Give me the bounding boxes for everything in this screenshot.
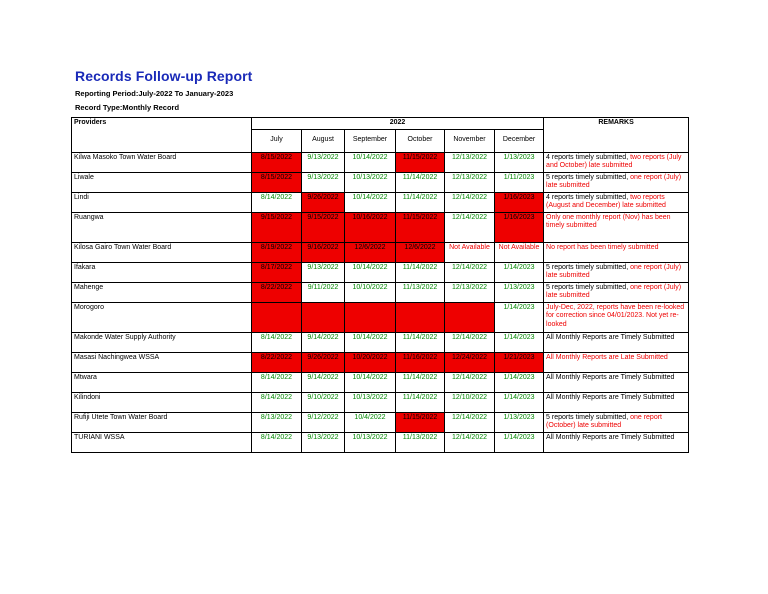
submission-date-cell: 8/17/2022 (252, 262, 302, 282)
remark-cell (544, 192, 689, 212)
submission-date-cell: 11/14/2022 (396, 192, 445, 212)
remark-cell (544, 352, 689, 372)
submission-date-cell: 10/4/2022 (345, 412, 396, 432)
submission-date-cell: 9/15/2022 (302, 212, 345, 242)
provider-name: Morogoro (72, 302, 252, 332)
submission-date-cell: 12/14/2022 (445, 372, 495, 392)
submission-date-cell: 11/16/2022 (396, 352, 445, 372)
submission-date-cell: 1/14/2023 (495, 302, 544, 332)
submission-date-cell: 9/15/2022 (252, 212, 302, 242)
submission-date-cell: 12/10/2022 (445, 392, 495, 412)
submission-date-cell: 12/14/2022 (445, 332, 495, 352)
provider-name: Ifakara (72, 262, 252, 282)
remark-text: 5 reports timely submitted, (546, 283, 631, 291)
year-header: 2022 (252, 118, 544, 130)
provider-name: Mahenge (72, 282, 252, 302)
remark-cell (544, 432, 689, 452)
submission-date-cell: 9/14/2022 (302, 332, 345, 352)
submission-date-cell: Not Available (495, 242, 544, 262)
provider-name: Lindi (72, 192, 252, 212)
table-row (72, 302, 689, 332)
month-header-july: July (252, 129, 302, 152)
remark-cell (544, 262, 689, 282)
remark-text: 4 reports timely submitted, (546, 153, 631, 161)
provider-name: TURIANI WSSA (72, 432, 252, 452)
providers-header: Providers (72, 118, 252, 153)
submission-date-cell: 8/15/2022 (252, 152, 302, 172)
table-row (72, 282, 689, 302)
month-header-december: December (495, 129, 544, 152)
submission-date-cell: 12/14/2022 (445, 212, 495, 242)
remark-cell (544, 372, 689, 392)
provider-name: Liwale (72, 172, 252, 192)
submission-date-cell: 1/21/2023 (495, 352, 544, 372)
submission-date-cell: 10/10/2022 (345, 282, 396, 302)
remark-cell (544, 412, 689, 432)
month-header-october: October (396, 129, 445, 152)
submission-date-cell: 11/14/2022 (396, 372, 445, 392)
submission-date-cell: 8/14/2022 (252, 432, 302, 452)
submission-date-cell: 1/16/2023 (495, 192, 544, 212)
table-row (72, 432, 689, 452)
submission-date-cell: Not Available (445, 242, 495, 262)
submission-date-cell (396, 302, 445, 332)
remark-text: All Monthly Reports are Timely Submitted (546, 393, 675, 401)
submission-date-cell: 10/14/2022 (345, 152, 396, 172)
remark-cell (544, 392, 689, 412)
submission-date-cell: 1/13/2023 (495, 282, 544, 302)
submission-date-cell: 8/14/2022 (252, 332, 302, 352)
submission-date-cell: 8/22/2022 (252, 352, 302, 372)
table-row (72, 192, 689, 212)
table-row (72, 262, 689, 282)
submission-date-cell: 9/14/2022 (302, 372, 345, 392)
records-table (71, 117, 689, 453)
table-row (72, 352, 689, 372)
remark-late-text: two reports (July and October) late submitted (546, 153, 682, 169)
submission-date-cell: 9/10/2022 (302, 392, 345, 412)
submission-date-cell: 12/14/2022 (445, 262, 495, 282)
remark-cell (544, 302, 689, 332)
submission-date-cell: 1/14/2023 (495, 262, 544, 282)
submission-date-cell (345, 302, 396, 332)
submission-date-cell: 9/13/2022 (302, 152, 345, 172)
submission-date-cell: 1/14/2023 (495, 372, 544, 392)
submission-date-cell (302, 302, 345, 332)
provider-name: Kilindoni (72, 392, 252, 412)
record-type: Record Type:Monthly Record (75, 103, 180, 112)
remark-cell (544, 172, 689, 192)
month-header-august: August (302, 129, 345, 152)
submission-date-cell: 11/14/2022 (396, 262, 445, 282)
remark-cell (544, 152, 689, 172)
remark-cell (544, 282, 689, 302)
submission-date-cell: 8/22/2022 (252, 282, 302, 302)
submission-date-cell: 1/13/2023 (495, 152, 544, 172)
remark-late-text: one report (October) late submitted (546, 413, 662, 429)
submission-date-cell: 12/24/2022 (445, 352, 495, 372)
provider-name: Mtwara (72, 372, 252, 392)
report-title: Records Follow-up Report (75, 68, 253, 84)
submission-date-cell: 9/26/2022 (302, 352, 345, 372)
provider-name: Kilosa Gairo Town Water Board (72, 242, 252, 262)
submission-date-cell: 8/14/2022 (252, 192, 302, 212)
submission-date-cell: 10/16/2022 (345, 212, 396, 242)
provider-name: Ruangwa (72, 212, 252, 242)
submission-date-cell: 12/14/2022 (445, 192, 495, 212)
submission-date-cell: 10/13/2022 (345, 172, 396, 192)
remark-cell (544, 332, 689, 352)
table-row (72, 152, 689, 172)
submission-date-cell: 12/14/2022 (445, 432, 495, 452)
provider-name: Masasi Nachingwea WSSA (72, 352, 252, 372)
provider-name: Kilwa Masoko Town Water Board (72, 152, 252, 172)
submission-date-cell: 10/20/2022 (345, 352, 396, 372)
remark-text: 5 reports timely submitted, (546, 413, 631, 421)
submission-date-cell: 8/14/2022 (252, 392, 302, 412)
submission-date-cell: 10/14/2022 (345, 372, 396, 392)
submission-date-cell: 8/15/2022 (252, 172, 302, 192)
table-row (72, 372, 689, 392)
submission-date-cell: 1/14/2023 (495, 332, 544, 352)
submission-date-cell: 11/14/2022 (396, 172, 445, 192)
submission-date-cell: 11/15/2022 (396, 212, 445, 242)
provider-name: Rufiji Utete Town Water Board (72, 412, 252, 432)
reporting-period: Reporting Period:July-2022 To January-2023 (75, 89, 234, 98)
remark-late-text: one report (July) late submitted (546, 263, 682, 279)
remark-cell (544, 242, 689, 262)
remark-late-text: No report has been timely submitted (546, 243, 659, 251)
remark-late-text: All Monthly Reports are Late Submitted (546, 353, 668, 361)
submission-date-cell: 9/11/2022 (302, 282, 345, 302)
remark-text: 5 reports timely submitted, (546, 173, 631, 181)
submission-date-cell: 12/14/2022 (445, 412, 495, 432)
submission-date-cell: 10/14/2022 (345, 192, 396, 212)
submission-date-cell: 10/14/2022 (345, 262, 396, 282)
submission-date-cell: 1/16/2023 (495, 212, 544, 242)
submission-date-cell: 9/12/2022 (302, 412, 345, 432)
submission-date-cell: 9/13/2022 (302, 262, 345, 282)
remark-text: 5 reports timely submitted, (546, 263, 631, 271)
remark-late-text: one report (July) late submitted (546, 283, 682, 299)
month-header-september: September (345, 129, 396, 152)
submission-date-cell: 9/13/2022 (302, 432, 345, 452)
remark-late-text: Only one monthly report (Nov) has been timely submitted (546, 213, 671, 229)
submission-date-cell: 12/6/2022 (345, 242, 396, 262)
table-body (72, 152, 689, 452)
submission-date-cell: 12/13/2022 (445, 152, 495, 172)
submission-date-cell: 12/6/2022 (396, 242, 445, 262)
table-row (72, 242, 689, 262)
remarks-header: REMARKS (544, 118, 689, 153)
remark-text: All Monthly Reports are Timely Submitted (546, 433, 675, 441)
table-row (72, 392, 689, 412)
remark-cell (544, 212, 689, 242)
submission-date-cell: 11/15/2022 (396, 152, 445, 172)
submission-date-cell: 11/15/2022 (396, 412, 445, 432)
table-row (72, 412, 689, 432)
table-row (72, 212, 689, 242)
remark-late-text: one report (July) late submitted (546, 173, 682, 189)
remark-text: All Monthly Reports are Timely Submitted (546, 373, 675, 381)
submission-date-cell (252, 302, 302, 332)
table-row (72, 332, 689, 352)
submission-date-cell: 11/14/2022 (396, 392, 445, 412)
remark-text: 4 reports timely submitted, (546, 193, 631, 201)
submission-date-cell: 8/19/2022 (252, 242, 302, 262)
submission-date-cell: 1/11/2023 (495, 172, 544, 192)
submission-date-cell: 11/14/2022 (396, 332, 445, 352)
submission-date-cell: 1/13/2023 (495, 412, 544, 432)
submission-date-cell: 8/14/2022 (252, 372, 302, 392)
submission-date-cell: 10/13/2022 (345, 392, 396, 412)
submission-date-cell: 10/13/2022 (345, 432, 396, 452)
submission-date-cell: 11/13/2022 (396, 282, 445, 302)
submission-date-cell: 9/26/2022 (302, 192, 345, 212)
submission-date-cell: 10/14/2022 (345, 332, 396, 352)
remark-late-text: two reports (August and December) late submitted (546, 193, 666, 209)
remark-text: All Monthly Reports are Timely Submitted (546, 333, 675, 341)
submission-date-cell: 8/13/2022 (252, 412, 302, 432)
table-row (72, 172, 689, 192)
submission-date-cell: 1/14/2023 (495, 432, 544, 452)
month-header-november: November (445, 129, 495, 152)
submission-date-cell: 11/13/2022 (396, 432, 445, 452)
submission-date-cell: 1/14/2023 (495, 392, 544, 412)
submission-date-cell (445, 302, 495, 332)
submission-date-cell: 9/13/2022 (302, 172, 345, 192)
provider-name: Makonde Water Supply Authority (72, 332, 252, 352)
submission-date-cell: 9/16/2022 (302, 242, 345, 262)
submission-date-cell: 12/13/2022 (445, 282, 495, 302)
submission-date-cell: 12/13/2022 (445, 172, 495, 192)
remark-late-text: July-Dec, 2022, reports have been re-looked for correction since 04/01/2023. Not yet re-looked (546, 303, 685, 328)
